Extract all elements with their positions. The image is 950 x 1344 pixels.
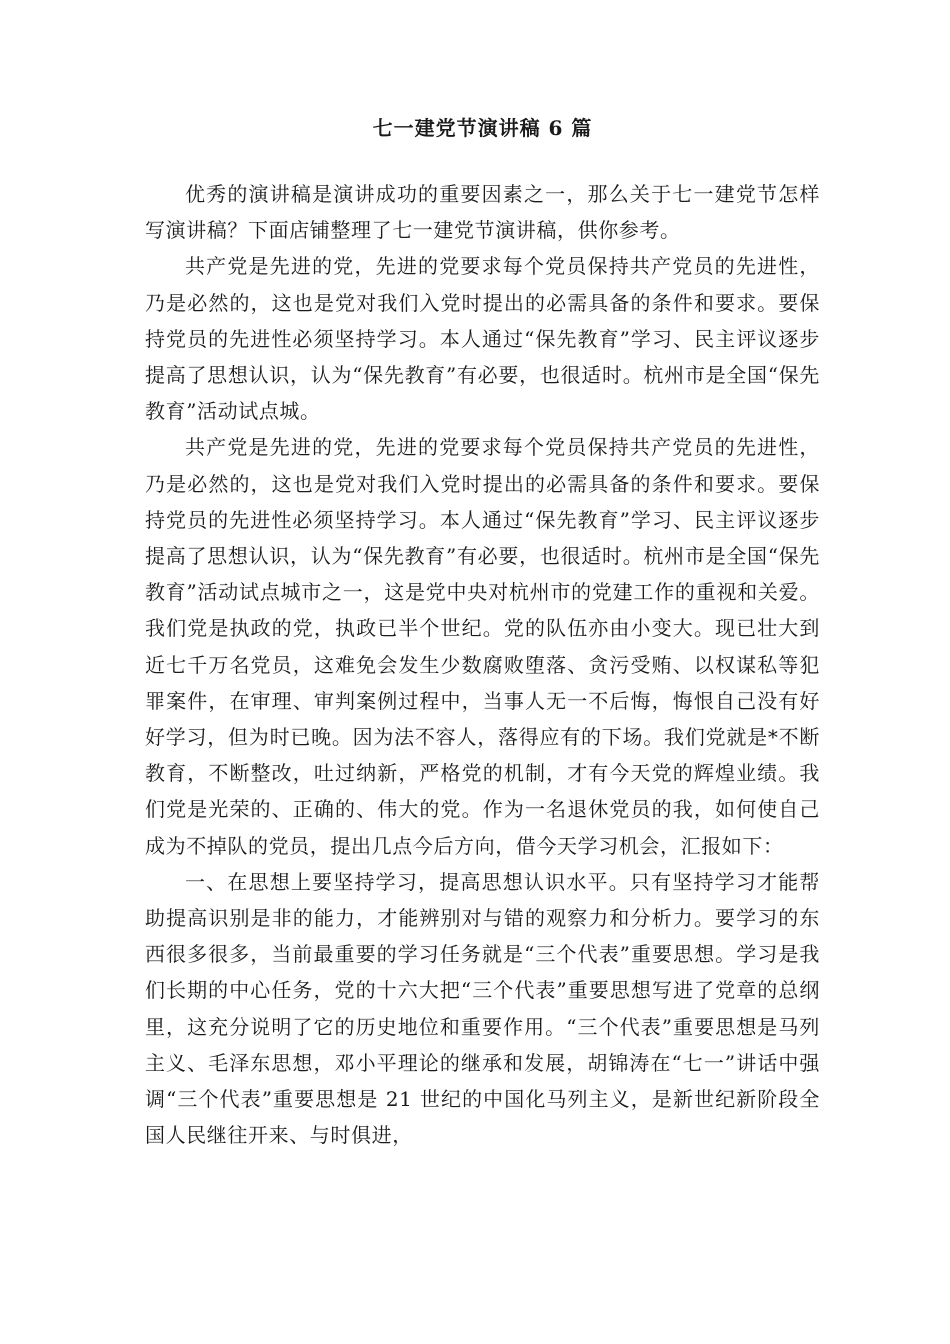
- document-title: 七一建党节演讲稿 6 篇: [372, 116, 593, 140]
- paragraph-intro: 优秀的演讲稿是演讲成功的重要因素之一，那么关于七一建党节怎样写演讲稿？下面店铺整理了七一建党节演讲稿，供你参考。: [145, 182, 820, 243]
- paragraph-2: 共产党是先进的党，先进的党要求每个党员保持共产党员的先进性，乃是必然的，这也是党对我们入党时提出的必需具备的条件和要求。要保持党员的先进性必须坚持学习。本人通过“保先教育”学习、民主评议逐步提高了思想认识，认为“保先教育”有必要，也很适时。杭州市是全国“保先教育”活动试点城。: [145, 254, 820, 424]
- document-page: [145, 112, 820, 1153]
- paragraph-3: 共产党是先进的党，先进的党要求每个党员保持共产党员的先进性，乃是必然的，这也是党对我们入党时提出的必需具备的条件和要求。要保持党员的先进性必须坚持学习。本人通过“保先教育”学习、民主评议逐步提高了思想认识，认为“保先教育”有必要，也很适时。杭州市是全国“保先教育”活动试点城市之一，这是党中央对杭州市的党建工作的重视和关爱。我们党是执政的党，执政已半个世纪。党的队伍亦由小变大。现已壮大到近七千万名党员，这难免会发生少数腐败堕落、贪污受贿、以权谋私等犯罪案件，在审理、审判案例过程中，当事人无一不后悔，悔恨自己没有好好学习，但为时已晚。因为法不容人，落得应有的下场。我们党就是*不断教育，不断整改，吐过纳新，严格党的机制，才有今天党的辉煌业绩。我们党是光荣的、正确的、伟大的党。作为一名退休党员的我，如何使自己成为不掉队的党员，提出几点今后方向，借今天学习机会，汇报如下：: [145, 435, 820, 858]
- paragraph-4: 一、在思想上要坚持学习，提高思想认识水平。只有坚持学习才能帮助提高识别是非的能力，才能辨别对与错的观察力和分析力。要学习的东西很多很多，当前最重要的学习任务就是“三个代表”重要思想。学习是我们长期的中心任务，党的十六大把“三个代表”重要思想写进了党章的总纲里，这充分说明了它的历史地位和重要作用。“三个代表”重要思想是马列主义、毛泽东思想，邓小平理论的继承和发展，胡锦涛在“七一”讲话中强调“三个代表”重要思想是 21 世纪的中国化马列主义，是新世纪新阶段全国人民继往开来、与时俱进，: [145, 869, 820, 1148]
